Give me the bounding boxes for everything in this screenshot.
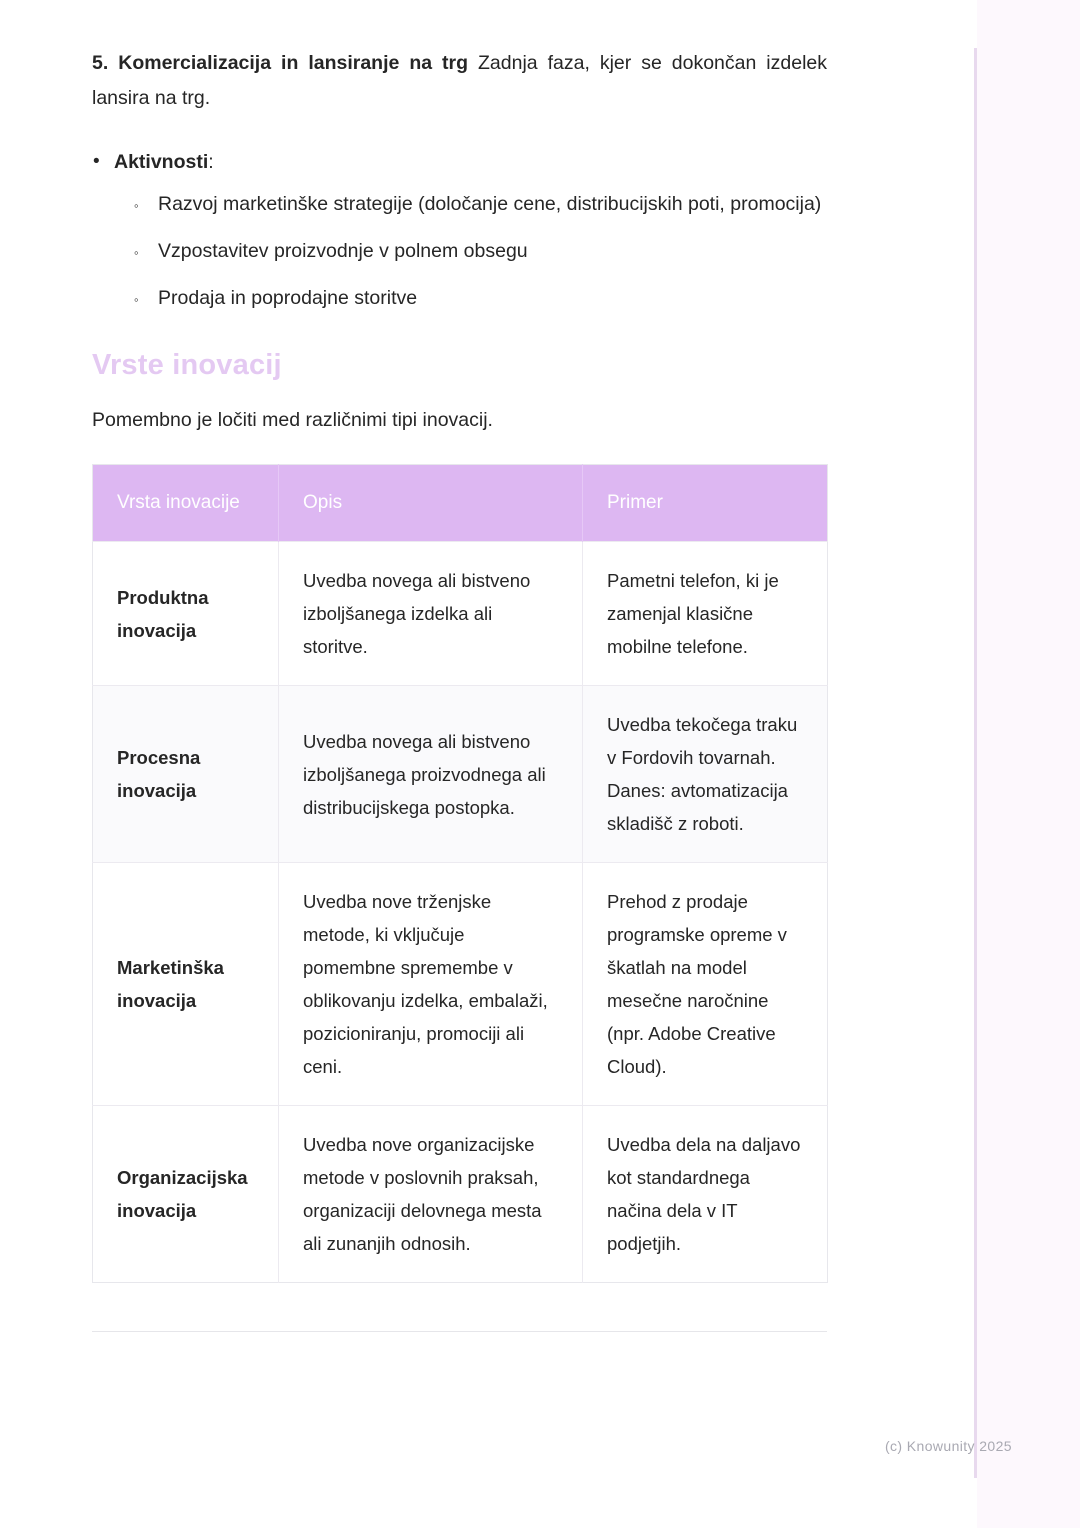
activities-sublist-item-text: Vzpostavitev proizvodnje v polnem obsegu [158,240,528,262]
table-cell-description: Uvedba nove organizacijske metode v poslovnih praksah, organizaciji delovnega mesta ali zunanjih odnosih. [279,1106,583,1283]
table-header-cell-type: Vrsta inovacije [93,465,279,542]
table-header [93,465,828,542]
intro-body-text: Zadnja faza, kjer se dokončan izdelek lansira na trg. [92,52,828,109]
table-row [93,1106,828,1283]
circle-bullet-icon: ◦ [134,245,139,260]
innovation-types-table [92,464,828,1283]
table-row [93,863,828,1106]
table-cell-type: Organizacijska inovacija [93,1106,279,1283]
activities-sublist [114,188,827,315]
activities-label: Aktivnosti [114,151,209,173]
section-title: Vrste inovacij [92,349,282,381]
table-cell-example: Uvedba dela na daljavo kot standardnega načina dela v IT podjetjih. [583,1106,828,1283]
table-cell-type: Procesna inovacija [93,686,279,863]
document-content [92,46,827,1332]
page-side-strip [977,0,1080,1528]
table-cell-description: Uvedba novega ali bistveno izboljšanega proizvodnega ali distribucijskega postopka. [279,686,583,863]
activities-sublist-item [134,282,827,315]
table-cell-description: Uvedba nove trženjske metode, ki vključuje pomembne spremembe v oblikovanju izdelka, embalaži, pozicioniranju, promociji ali ceni. [279,863,583,1106]
activities-label-suffix: : [208,151,214,173]
activities-list-item [93,146,827,315]
table-cell-type: Marketinška inovacija [93,863,279,1106]
intro-heading-number: 5. [92,52,109,74]
table-header-cell-example: Primer [583,465,828,542]
bullet-icon: • [93,151,100,172]
table-header-row [93,465,828,542]
circle-bullet-icon: ◦ [134,292,139,307]
table-header-cell-description: Opis [279,465,583,542]
intro-paragraph [92,46,827,116]
table-cell-example: Prehod z prodaje programske opreme v škatlah na model mesečne naročnine (npr. Adobe Creative Cloud). [583,863,828,1106]
activities-sublist-item-text: Razvoj marketinške strategije (določanje cene, distribucijskih poti, promocija) [158,193,822,215]
activities-sublist-item-text: Prodaja in poprodajne storitve [158,287,418,309]
table-cell-example: Pametni telefon, ki je zamenjal klasične mobilne telefone. [583,542,828,686]
table-row [93,542,828,686]
intro-heading-text: Komercializacija in lansiranje na trg [118,52,469,74]
page-side-divider [974,48,977,1478]
circle-bullet-icon: ◦ [134,198,139,213]
table-row [93,686,828,863]
table-cell-description: Uvedba novega ali bistveno izboljšanega izdelka ali storitve. [279,542,583,686]
activities-sublist-item [134,235,827,268]
activities-list [92,146,827,315]
section-lead-paragraph: Pomembno je ločiti med različnimi tipi inovacij. [92,409,493,431]
table-cell-type: Produktna inovacija [93,542,279,686]
footer-divider [92,1331,827,1332]
table-body [93,542,828,1283]
copyright-text: (c) Knowunity 2025 [884,1438,1012,1454]
table-cell-example: Uvedba tekočega traku v Fordovih tovarnah. Danes: avtomatizacija skladišč z roboti. [583,686,828,863]
activities-sublist-item [134,188,827,221]
